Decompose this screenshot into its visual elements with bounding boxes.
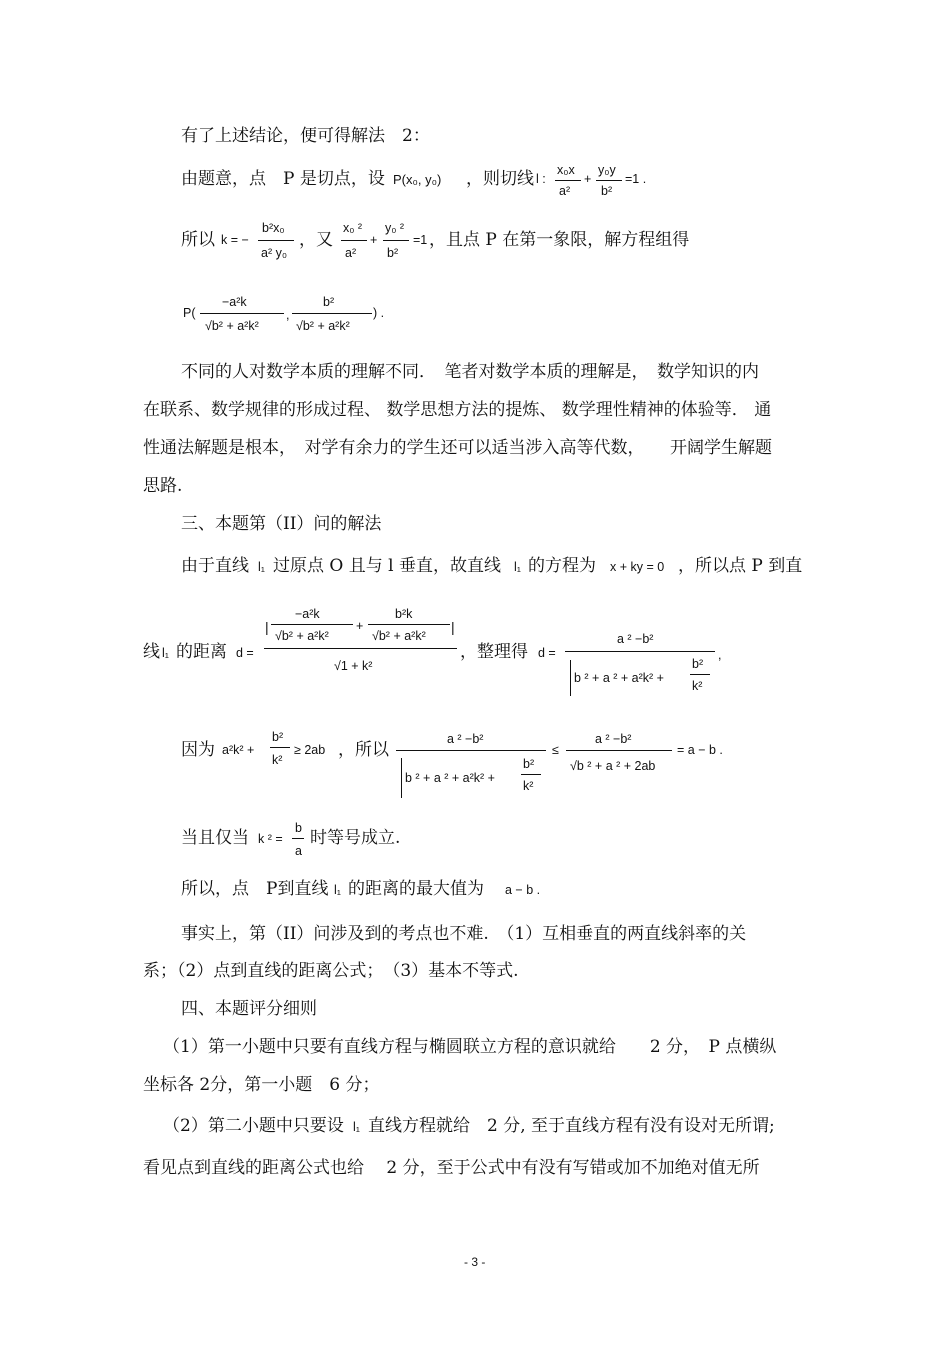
math-l1: l₁ — [258, 560, 265, 574]
fraction-bar — [271, 624, 353, 625]
paragraph-distance-text: 线 — [143, 642, 160, 662]
section-heading-3: 三、本题第（II）问的解法 — [181, 514, 382, 534]
math-frac-den: b² — [601, 184, 613, 198]
paragraph-points-line1: 事实上，第（II）问涉及到的考点也不难. （1）互相垂直的两直线斜率的关 — [181, 924, 747, 944]
math-abs-bar: | — [265, 619, 269, 635]
math-d-eq: d = — [538, 646, 556, 660]
fraction-bar — [596, 180, 622, 181]
math-frac-num: x₀ ² — [343, 221, 363, 235]
math-p-close: ) . — [373, 306, 385, 320]
math-frac-den: √b ² + a ² + 2ab — [570, 759, 656, 773]
fraction-bar — [521, 774, 541, 775]
paragraph-essence-line2: 在联系、数学规律的形成过程、 数学思想方法的提炼、 数学理性精神的体验等． 通 — [143, 400, 772, 420]
math-frac-den: k² — [523, 779, 534, 793]
math-plus: + — [584, 172, 592, 186]
math-frac-num: y₀y — [598, 163, 616, 177]
fraction-bar — [555, 180, 581, 181]
paragraph-slope-text: 所以 — [181, 230, 215, 250]
paragraph-distance-text2: 的距离 — [176, 642, 227, 662]
math-frac-num: b²k — [395, 607, 413, 621]
math-frac-num: a ² −b² — [595, 732, 632, 746]
math-frac-num: b — [295, 821, 302, 835]
math-l1: l₁ — [334, 883, 341, 897]
math-frac-num: b² — [692, 657, 704, 671]
fraction-bar — [383, 240, 409, 241]
paragraph-max-text: 所以，点 P到直线 — [181, 879, 329, 899]
math-equals: =1 . — [625, 172, 647, 186]
fraction-bar — [565, 651, 715, 652]
paragraph-essence-line3: 性通法解题是根本， 对学有余力的学生还可以适当涉入高等代数， 开阔学生解题 — [143, 438, 772, 458]
fraction-bar — [292, 838, 304, 839]
math-ineq-right: ≥ 2ab — [294, 743, 326, 757]
math-frac-den: √b² + a²k² — [275, 629, 329, 643]
sqrt-sign — [401, 758, 402, 798]
fraction-bar — [396, 750, 546, 751]
paragraph-ineq-text: 因为 — [181, 740, 215, 760]
math-frac-den: a² y₀ — [261, 246, 288, 260]
math-k2-eq: k ² = — [258, 832, 283, 846]
math-frac-num: b²x₀ — [262, 221, 285, 235]
math-frac-den: √b² + a²k² — [372, 629, 426, 643]
section-heading-4: 四、本题评分细则 — [181, 999, 317, 1019]
paragraph-scoring-2-line1: （2）第二小题中只要设 — [163, 1116, 344, 1136]
paragraph-scoring-1-line1: （1）第一小题中只要有直线方程与椭圆联立方程的意识就给 2 分， P 点横纵 — [163, 1037, 777, 1057]
fraction-bar — [690, 674, 710, 675]
fraction-bar — [292, 313, 372, 314]
paragraph-tangent-text: 由题意，点 P 是切点，设 — [181, 169, 385, 189]
math-frac-num: −a²k — [295, 607, 320, 621]
paragraph-equality-text: 当且仅当 — [181, 828, 249, 848]
paragraph-points-line2: 系；（2）点到直线的距离公式； （3）基本不等式. — [143, 961, 519, 981]
math-equals: =1 — [413, 233, 428, 247]
math-k-eq: k = − — [221, 233, 249, 247]
math-frac-num: y₀ ² — [385, 221, 405, 235]
math-plus: + — [356, 619, 364, 633]
fraction-bar — [368, 624, 450, 625]
math-frac-num: b² — [272, 730, 284, 744]
math-comma: , — [718, 648, 722, 662]
math-frac-den: b² — [387, 246, 399, 260]
paragraph-max-text2: 的距离的最大值为 — [348, 879, 484, 899]
sqrt-sign — [570, 660, 571, 696]
paragraph-essence-line4: 思路. — [143, 476, 183, 496]
paragraph-essence-line1: 不同的人对数学本质的理解不同． 笔者对数学本质的理解是， 数学知识的内 — [181, 362, 759, 382]
math-frac-num: a ² −b² — [617, 632, 654, 646]
math-frac-num: b² — [323, 295, 335, 309]
paragraph-distance-text3: ，整理得 — [460, 642, 528, 662]
math-frac-den: b ² + a ² + a²k² + — [405, 771, 495, 785]
math-l1: l₁ — [514, 560, 521, 574]
math-frac-num: a ² −b² — [447, 732, 484, 746]
paragraph-tangent-text2: ，则切线 — [466, 169, 534, 189]
paragraph-slope-text3: ，且点 P 在第一象限，解方程组得 — [429, 230, 690, 250]
math-frac-den: a — [295, 844, 302, 858]
fraction-bar — [200, 313, 284, 314]
math-point-p: P(x₀, y₀) — [393, 172, 442, 187]
math-l1: l₁ — [353, 1120, 360, 1134]
paragraph-slope-text2: ，又 — [299, 230, 333, 250]
paragraph-ineq-text2: ，所以 — [338, 740, 389, 760]
paragraph-scoring-2-line2: 看见点到直线的距离公式也给 2 分，至于公式中有没有写错或加不加绝对值无所 — [143, 1158, 760, 1178]
math-frac-num: x₀x — [557, 163, 575, 177]
fraction-bar — [566, 750, 672, 751]
paragraph-l1-text2: 过原点 O 且与 l 垂直，故直线 — [273, 556, 501, 576]
fraction-bar — [270, 747, 290, 748]
math-abs-bar: | — [451, 619, 455, 635]
math-frac-num: −a²k — [222, 295, 247, 309]
fraction-bar — [341, 240, 367, 241]
math-frac-num: b² — [523, 757, 535, 771]
math-result: = a − b . — [677, 743, 723, 757]
paragraph-l1-text4: ，所以点 P 到直 — [678, 556, 803, 576]
fraction-bar — [264, 648, 457, 649]
math-frac-den: √1 + k² — [334, 659, 373, 673]
math-frac-den: b ² + a ² + a²k² + — [574, 671, 664, 685]
math-max-value: a − b . — [505, 883, 541, 897]
math-l-label: l : — [536, 172, 546, 186]
math-frac-den: √b² + a²k² — [205, 319, 259, 333]
page-number: - 3 - — [464, 1255, 486, 1269]
math-l1: l₁ — [162, 646, 169, 660]
math-plus: + — [370, 233, 378, 247]
math-line-eq: x + ky = 0 — [610, 560, 665, 574]
fraction-bar — [258, 240, 294, 241]
paragraph-solution2-intro: 有了上述结论，便可得解法 2： — [181, 126, 430, 146]
paragraph-l1-text3: 的方程为 — [528, 556, 596, 576]
paragraph-scoring-1-line2: 坐标各 2分，第一小题 6 分； — [143, 1075, 380, 1095]
math-d-eq: d = — [236, 646, 254, 660]
paragraph-l1-text: 由于直线 — [181, 556, 249, 576]
math-frac-den: √b² + a²k² — [296, 319, 350, 333]
paragraph-scoring-2-line1b: 直线方程就给 2 分, 至于直线方程有没有设对无所谓; — [368, 1116, 775, 1136]
math-comma: , — [286, 308, 290, 322]
math-frac-den: k² — [272, 753, 283, 767]
paragraph-equality-text2: 时等号成立. — [310, 828, 401, 848]
math-le: ≤ — [552, 743, 559, 757]
math-p-open: P( — [183, 306, 196, 320]
math-frac-den: a² — [559, 184, 571, 198]
math-ineq-left: a²k² + — [222, 743, 255, 757]
math-frac-den: a² — [345, 246, 357, 260]
math-frac-den: k² — [692, 679, 703, 693]
